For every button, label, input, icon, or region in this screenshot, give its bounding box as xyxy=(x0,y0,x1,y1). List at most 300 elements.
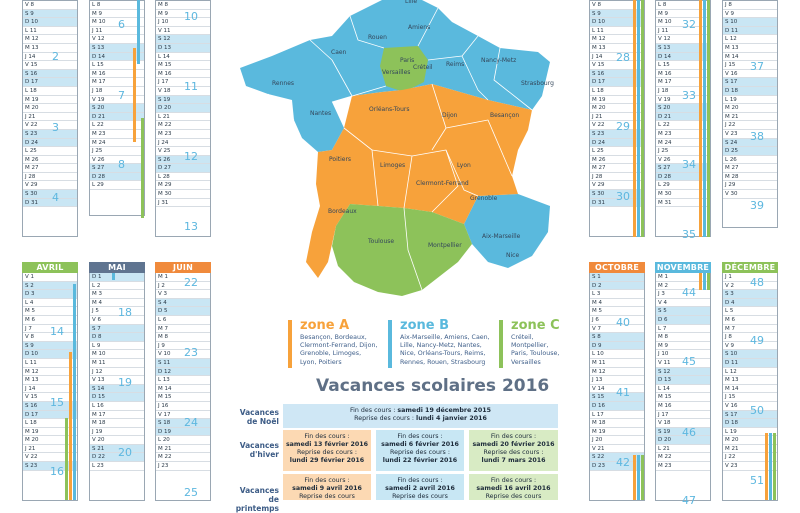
cell-end-date: samedi 9 avril 2016 xyxy=(292,485,362,492)
day-row: J 24 xyxy=(156,139,210,148)
day-row: L 8 xyxy=(656,1,710,10)
day-row: D 10 xyxy=(590,18,644,27)
map-label-bordeaux: Bordeaux xyxy=(328,208,357,215)
day-row: S 9 xyxy=(23,342,77,351)
map-label-limoges: Limoges xyxy=(380,162,406,169)
day-row: L 22 xyxy=(90,121,144,130)
day-row: S 16 xyxy=(590,70,644,79)
day-row: V 2 xyxy=(723,282,777,291)
map-label-grenoble: Grenoble xyxy=(470,195,498,202)
vacances-title: Vacances scolaires 2016 xyxy=(316,376,550,396)
day-row: S 17 xyxy=(723,411,777,420)
day-row: J 28 xyxy=(590,173,644,182)
hiver-zone-a-cell xyxy=(283,430,371,471)
day-row: M 28 xyxy=(723,173,777,182)
day-row: S 12 xyxy=(156,35,210,44)
week-number: 41 xyxy=(616,386,630,399)
day-row: M 2 xyxy=(656,282,710,291)
zone-a-band xyxy=(633,0,636,237)
map-label-montpellier: Montpellier xyxy=(428,242,462,249)
day-row: S 27 xyxy=(90,164,144,173)
zone-a-band xyxy=(765,433,768,500)
day-row: M 21 xyxy=(723,445,777,454)
day-list xyxy=(22,0,78,237)
day-row: S 30 xyxy=(23,190,77,199)
day-row: D 24 xyxy=(23,139,77,148)
day-row: D 16 xyxy=(590,402,644,411)
day-row: M 26 xyxy=(23,156,77,165)
day-row: D 5 xyxy=(156,307,210,316)
map-label-strasbourg: Strasbourg xyxy=(521,80,554,87)
week-number: 20 xyxy=(118,446,132,459)
day-row: M 22 xyxy=(156,121,210,130)
cell-resume-label: Reprise des cours : xyxy=(483,449,544,456)
cell-end-label: Fin des cours : xyxy=(490,433,537,440)
week-number: 40 xyxy=(616,316,630,329)
cell-resume-label: Reprise des cours : xyxy=(297,449,357,456)
week-number: 24 xyxy=(184,416,198,429)
day-row: S 4 xyxy=(156,299,210,308)
day-row: D 2 xyxy=(590,282,644,291)
day-row: S 18 xyxy=(156,419,210,428)
day-row: M 19 xyxy=(23,428,77,437)
day-row: J 7 xyxy=(23,325,77,334)
day-row: M 9 xyxy=(90,10,144,19)
day-row: J 25 xyxy=(90,147,144,156)
day-row: S 23 xyxy=(23,462,77,471)
zone-title: zone B xyxy=(400,318,450,333)
month-title: OCTOBRE xyxy=(589,262,645,273)
month-title: DÉCEMBRE xyxy=(722,262,778,273)
month-title: JUIN xyxy=(155,262,211,273)
day-row: M 29 xyxy=(156,181,210,190)
day-row: M 14 xyxy=(723,53,777,62)
day-row: S 3 xyxy=(723,290,777,299)
day-row: S 14 xyxy=(90,385,144,394)
day-row: M 31 xyxy=(656,199,710,208)
france-zone-map xyxy=(232,0,552,300)
day-row: D 1 xyxy=(90,273,144,282)
cell-end-date: samedi 20 février 2016 xyxy=(472,441,555,448)
month-jan xyxy=(22,0,78,237)
france-map-svg xyxy=(232,0,552,300)
day-list xyxy=(722,0,778,228)
day-row: M 12 xyxy=(590,368,644,377)
week-number: 13 xyxy=(184,220,198,233)
day-row: J 18 xyxy=(90,87,144,96)
day-row: M 13 xyxy=(23,44,77,53)
day-row: L 5 xyxy=(723,307,777,316)
day-row: D 11 xyxy=(723,359,777,368)
day-row: D 31 xyxy=(23,199,77,208)
day-row: M 8 xyxy=(656,333,710,342)
day-row: S 24 xyxy=(723,139,777,148)
day-row: V 29 xyxy=(590,181,644,190)
week-number: 35 xyxy=(682,228,696,241)
day-row: M 7 xyxy=(723,325,777,334)
day-row: L 10 xyxy=(590,350,644,359)
zone-a-band xyxy=(633,455,636,500)
day-row: V 18 xyxy=(656,419,710,428)
day-row: V 14 xyxy=(590,385,644,394)
day-row: J 17 xyxy=(656,411,710,420)
day-row: M 20 xyxy=(590,104,644,113)
day-row: M 20 xyxy=(723,436,777,445)
day-row: M 22 xyxy=(156,453,210,462)
day-row: M 19 xyxy=(590,96,644,105)
printemps-zone-b-cell xyxy=(376,474,464,500)
month-sep xyxy=(722,0,778,228)
cell-resume-label: Reprise des cours xyxy=(485,493,542,500)
map-label-aix-marseille: Aix-Marseille xyxy=(482,233,521,240)
day-row: L 25 xyxy=(23,147,77,156)
day-row: J 2 xyxy=(156,282,210,291)
week-number: 49 xyxy=(750,334,764,347)
day-row: S 23 xyxy=(23,130,77,139)
zone-c-band xyxy=(641,0,644,237)
day-row: L 29 xyxy=(90,181,144,190)
day-row: L 14 xyxy=(656,385,710,394)
day-row: D 27 xyxy=(156,164,210,173)
noel-resume-date: lundi 4 janvier 2016 xyxy=(416,415,487,422)
map-label-lille: Lille xyxy=(405,0,418,5)
day-row: M 4 xyxy=(590,299,644,308)
day-row: M 20 xyxy=(23,104,77,113)
zone-a-band xyxy=(699,0,702,237)
map-label-besancon: Besançon xyxy=(490,112,520,119)
zone-title: zone C xyxy=(511,318,560,333)
day-row: M 15 xyxy=(656,393,710,402)
day-row: S 22 xyxy=(590,453,644,462)
day-row: S 8 xyxy=(590,333,644,342)
cell-resume-label: Reprise des cours : xyxy=(390,449,450,456)
day-row: V 15 xyxy=(23,393,77,402)
day-row: L 28 xyxy=(156,173,210,182)
hiver-zone-c-cell xyxy=(469,430,558,471)
day-row: D 21 xyxy=(656,113,710,122)
day-row: J 15 xyxy=(723,61,777,70)
day-row: V 11 xyxy=(656,359,710,368)
day-row: M 16 xyxy=(156,70,210,79)
day-row: S 26 xyxy=(156,156,210,165)
zone-b-band xyxy=(112,273,115,280)
day-row: L 17 xyxy=(590,411,644,420)
map-label-creteil: Créteil xyxy=(413,64,433,71)
day-row: S 30 xyxy=(590,190,644,199)
day-row: J 15 xyxy=(723,393,777,402)
day-row: D 17 xyxy=(23,411,77,420)
week-number: 3 xyxy=(52,121,59,134)
day-row: S 10 xyxy=(723,350,777,359)
day-row: D 11 xyxy=(723,27,777,36)
day-row: J 18 xyxy=(656,87,710,96)
week-number: 29 xyxy=(616,120,630,133)
zone-a-band xyxy=(699,273,702,290)
day-row: V 8 xyxy=(23,1,77,10)
day-row: L 19 xyxy=(723,428,777,437)
day-list xyxy=(155,0,211,237)
day-row: S 1 xyxy=(590,273,644,282)
day-row: J 1 xyxy=(723,273,777,282)
zone-b-band xyxy=(703,273,706,290)
day-row: M 1 xyxy=(656,273,710,282)
cell-resume-date: lundi 7 mars 2016 xyxy=(481,457,546,464)
hiver-zone-b-cell xyxy=(376,430,464,471)
day-row: V 21 xyxy=(590,445,644,454)
day-row: V 3 xyxy=(156,290,210,299)
day-row: D 19 xyxy=(156,428,210,437)
day-row: M 12 xyxy=(23,368,77,377)
cell-end-label: Fin des cours : xyxy=(304,433,350,440)
day-row: M 7 xyxy=(156,325,210,334)
day-row: V 15 xyxy=(23,61,77,70)
day-row: J 22 xyxy=(723,453,777,462)
month-mar xyxy=(155,0,211,237)
month-mai xyxy=(89,262,145,501)
day-row: J 17 xyxy=(156,78,210,87)
zone-color-bar xyxy=(499,320,503,368)
day-row: D 14 xyxy=(90,53,144,62)
week-number: 39 xyxy=(750,199,764,212)
day-row: L 22 xyxy=(656,121,710,130)
cell-end-label: Fin des cours : xyxy=(397,477,443,484)
cell-end-date: samedi 6 février 2016 xyxy=(381,441,459,448)
day-row: V 12 xyxy=(90,35,144,44)
day-row: D 14 xyxy=(656,53,710,62)
day-row: D 25 xyxy=(723,147,777,156)
day-row: S 2 xyxy=(23,282,77,291)
week-number: 15 xyxy=(50,396,64,409)
day-row: L 18 xyxy=(23,87,77,96)
day-row: M 13 xyxy=(590,44,644,53)
day-row: J 20 xyxy=(590,436,644,445)
day-row: M 15 xyxy=(156,393,210,402)
day-row: S 17 xyxy=(723,78,777,87)
day-row: M 20 xyxy=(723,104,777,113)
day-row: J 12 xyxy=(90,368,144,377)
day-row: J 31 xyxy=(156,199,210,208)
day-row: J 11 xyxy=(90,27,144,36)
zone-academies: Aix-Marseille, Amiens, Caen, Lille, Nancy-Metz, Nantes, Nice, Orléans-Tours, Reims, Rennes, Rouen, Strasbourg xyxy=(400,334,490,366)
day-row: V 23 xyxy=(723,130,777,139)
day-row: M 13 xyxy=(723,376,777,385)
day-row: M 17 xyxy=(90,411,144,420)
day-row: M 13 xyxy=(723,44,777,53)
day-row: L 23 xyxy=(90,462,144,471)
cell-resume-date: lundi 22 février 2016 xyxy=(382,457,458,464)
day-row: L 12 xyxy=(723,368,777,377)
day-row: M 23 xyxy=(656,130,710,139)
day-row: S 12 xyxy=(656,368,710,377)
day-row: V 15 xyxy=(590,61,644,70)
week-number: 11 xyxy=(184,80,198,93)
cell-resume-date: lundi 29 février 2016 xyxy=(289,457,365,464)
day-row: L 21 xyxy=(656,445,710,454)
day-row: V 8 xyxy=(23,333,77,342)
day-list xyxy=(655,273,711,501)
day-row: M 22 xyxy=(656,453,710,462)
day-row: L 11 xyxy=(23,359,77,368)
day-row: D 3 xyxy=(23,290,77,299)
day-row: D 4 xyxy=(723,299,777,308)
day-row: L 25 xyxy=(590,147,644,156)
zone-b-band xyxy=(769,433,772,500)
day-row: J 13 xyxy=(590,376,644,385)
day-row: D 28 xyxy=(656,173,710,182)
zone-b-band xyxy=(637,0,640,237)
zone-b-band xyxy=(137,0,140,64)
day-row: V 19 xyxy=(656,96,710,105)
day-row: M 21 xyxy=(723,113,777,122)
day-row: M 11 xyxy=(90,359,144,368)
day-row: M 4 xyxy=(90,299,144,308)
day-row: M 24 xyxy=(656,139,710,148)
day-row: V 25 xyxy=(156,147,210,156)
day-row: S 10 xyxy=(723,18,777,27)
day-row: M 9 xyxy=(156,10,210,19)
day-row: S 16 xyxy=(23,70,77,79)
day-row: J 22 xyxy=(723,121,777,130)
day-row: M 17 xyxy=(90,78,144,87)
cell-end-date: samedi 16 avril 2016 xyxy=(476,485,551,492)
zone-academies: Besançon, Bordeaux, Clermont-Ferrand, Dijon, Grenoble, Limoges, Lyon, Poitiers xyxy=(300,334,378,366)
day-row: D 22 xyxy=(90,453,144,462)
month-title: MAI xyxy=(89,262,145,273)
day-row: S 19 xyxy=(156,96,210,105)
day-row: J 14 xyxy=(590,53,644,62)
day-row: M 6 xyxy=(23,316,77,325)
day-row: S 20 xyxy=(90,104,144,113)
day-row: V 22 xyxy=(590,121,644,130)
month-title: NOVEMBRE xyxy=(656,263,710,272)
day-row: J 8 xyxy=(723,1,777,10)
day-row: L 15 xyxy=(656,61,710,70)
day-row: D 20 xyxy=(656,436,710,445)
row-label-noel: Vacances de Noël xyxy=(239,408,279,426)
day-row: M 10 xyxy=(656,18,710,27)
map-label-amiens: Amiens xyxy=(408,24,431,31)
map-label-rennes: Rennes xyxy=(272,80,295,87)
day-row: M 3 xyxy=(90,290,144,299)
week-number: 38 xyxy=(750,130,764,143)
day-row: J 14 xyxy=(23,385,77,394)
day-row: M 8 xyxy=(156,333,210,342)
day-row: D 18 xyxy=(723,419,777,428)
week-number: 14 xyxy=(50,325,64,338)
zone-title: zone A xyxy=(300,318,350,333)
day-row: M 6 xyxy=(723,316,777,325)
zone-color-bar xyxy=(288,320,292,368)
zone-c-band xyxy=(65,418,68,500)
day-row: M 8 xyxy=(156,1,210,10)
day-row: J 25 xyxy=(656,147,710,156)
legend-zone-c xyxy=(499,318,579,374)
map-label-paris: Paris xyxy=(400,57,415,64)
day-row: L 29 xyxy=(656,181,710,190)
day-row: J 5 xyxy=(90,307,144,316)
day-row: D 17 xyxy=(23,78,77,87)
day-row: M 23 xyxy=(90,130,144,139)
map-label-reims: Reims xyxy=(446,61,465,68)
day-row: V 16 xyxy=(723,70,777,79)
day-row: S 16 xyxy=(23,402,77,411)
day-row: L 26 xyxy=(723,156,777,165)
zone-c-band xyxy=(641,455,644,500)
day-row: V 26 xyxy=(656,156,710,165)
printemps-zone-a-cell xyxy=(283,474,371,500)
day-row: D 15 xyxy=(90,393,144,402)
map-label-toulouse: Toulouse xyxy=(368,238,395,245)
day-row: J 9 xyxy=(156,342,210,351)
day-row: L 14 xyxy=(156,53,210,62)
day-row: D 9 xyxy=(590,342,644,351)
week-number: 50 xyxy=(750,404,764,417)
week-number: 8 xyxy=(118,158,125,171)
day-row: M 11 xyxy=(590,359,644,368)
day-row: L 6 xyxy=(156,316,210,325)
day-row: J 21 xyxy=(23,445,77,454)
day-row: M 16 xyxy=(656,402,710,411)
map-label-nice: Nice xyxy=(506,252,520,259)
week-number: 16 xyxy=(50,465,64,478)
map-label-orleans-tours: Orléans-Tours xyxy=(369,106,410,113)
week-number: 25 xyxy=(184,486,198,499)
day-row: M 14 xyxy=(156,385,210,394)
zone-b-band xyxy=(703,0,706,237)
day-row: L 18 xyxy=(590,87,644,96)
day-row: V 4 xyxy=(656,299,710,308)
cell-end-date: samedi 2 avril 2016 xyxy=(385,485,455,492)
printemps-zone-c-cell xyxy=(469,474,558,500)
week-number: 33 xyxy=(682,89,696,102)
week-number: 37 xyxy=(750,60,764,73)
zone-color-bar xyxy=(388,320,392,368)
day-row: L 18 xyxy=(23,419,77,428)
day-row: J 16 xyxy=(156,402,210,411)
day-row: S 9 xyxy=(23,10,77,19)
day-row: J 10 xyxy=(156,18,210,27)
day-row: L 3 xyxy=(590,290,644,299)
day-row: J 19 xyxy=(90,428,144,437)
day-row: V 8 xyxy=(590,1,644,10)
day-row: V 26 xyxy=(90,156,144,165)
day-row: L 12 xyxy=(723,35,777,44)
map-label-nancy-metz: Nancy-Metz xyxy=(481,57,517,64)
day-row: V 20 xyxy=(90,436,144,445)
day-row: M 12 xyxy=(590,35,644,44)
day-list xyxy=(89,273,145,501)
day-row: D 20 xyxy=(156,104,210,113)
day-row: J 11 xyxy=(656,27,710,36)
day-row: M 21 xyxy=(156,445,210,454)
day-row: S 9 xyxy=(590,10,644,19)
week-number: 18 xyxy=(118,306,132,319)
day-row: V 11 xyxy=(156,27,210,36)
week-number: 19 xyxy=(118,376,132,389)
day-row: L 21 xyxy=(156,113,210,122)
row-label-printemps: Vacances de printemps xyxy=(235,486,279,513)
day-row: D 10 xyxy=(23,350,77,359)
day-row: D 24 xyxy=(590,139,644,148)
day-row: L 11 xyxy=(23,27,77,36)
day-row: J 10 xyxy=(656,350,710,359)
day-row: J 29 xyxy=(723,181,777,190)
noel-end-label: Fin des cours : xyxy=(350,407,398,414)
week-number: 4 xyxy=(52,191,59,204)
zone-b-band xyxy=(73,284,76,500)
week-number: 42 xyxy=(616,456,630,469)
day-row: M 23 xyxy=(156,130,210,139)
